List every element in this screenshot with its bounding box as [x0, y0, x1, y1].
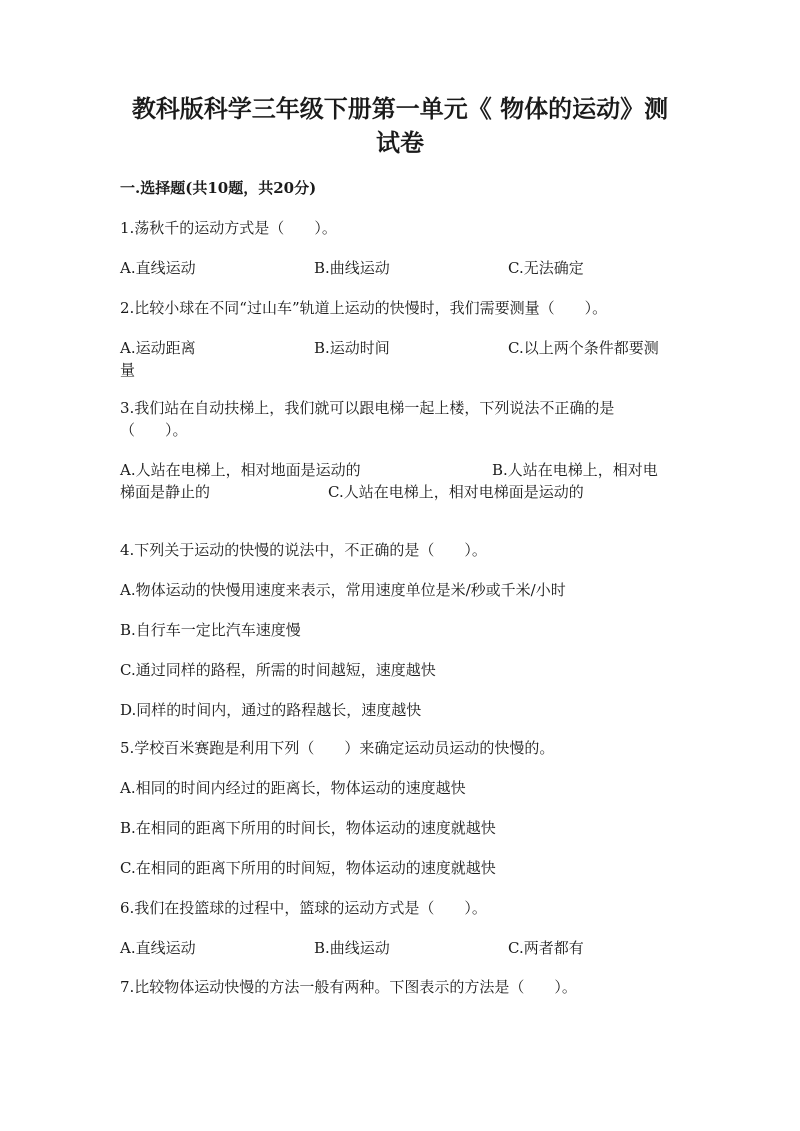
question-2-option-b: B.运动时间 [314, 339, 390, 357]
question-1-option-c: C.无法确定 [508, 259, 584, 277]
question-4-option-a: A.物体运动的快慢用速度来表示，常用速度单位是米/秒或千米/小时 [120, 581, 566, 599]
question-1-stem: 1.荡秋千的运动方式是（ ）。 [120, 219, 337, 237]
question-1-option-b: B.曲线运动 [314, 259, 390, 277]
title-line-1: 教科版科学三年级下册第一单元《 物体的运动》测 [131, 94, 669, 123]
question-3-stem-line-2: （ ）。 [120, 421, 188, 439]
question-5-stem: 5.学校百米赛跑是利用下列（ ）来确定运动员运动的快慢的。 [120, 739, 555, 757]
question-2-option-c: C.以上两个条件都要测 [508, 339, 659, 357]
title-line-2: 试卷 [376, 128, 424, 157]
question-5-option-a: A.相同的时间内经过的距离长，物体运动的速度越快 [120, 779, 466, 797]
question-4-stem: 4.下列关于运动的快慢的说法中，不正确的是（ ）。 [120, 541, 487, 559]
section-heading: 一.选择题(共10题，共20分) [120, 179, 317, 197]
question-3-option-c: C.人站在电梯上，相对电梯面是运动的 [328, 483, 584, 501]
question-3-stem-line-1: 3.我们站在自动扶梯上，我们就可以跟电梯一起上楼，下列说法不正确的是 [120, 399, 615, 417]
question-6-option-b: B.曲线运动 [314, 939, 390, 957]
question-1-option-a: A.直线运动 [120, 259, 196, 277]
question-4-option-c: C.通过同样的路程，所需的时间越短，速度越快 [120, 661, 436, 679]
question-7-stem: 7.比较物体运动快慢的方法一般有两种。下图表示的方法是（ ）。 [120, 978, 577, 996]
question-6-option-a: A.直线运动 [120, 939, 196, 957]
question-3-option-a: A.人站在电梯上，相对地面是运动的 [120, 461, 361, 479]
question-2-option-c-wrap: 量 [120, 361, 136, 379]
question-5-option-c: C.在相同的距离下所用的时间短，物体运动的速度就越快 [120, 859, 496, 877]
question-2-option-a: A.运动距离 [120, 339, 196, 357]
page-title [100, 92, 700, 160]
question-3-option-b-wrap: 梯面是静止的 [120, 483, 211, 501]
question-6-option-c: C.两者都有 [508, 939, 584, 957]
question-2-stem: 2.比较小球在不同“过山车”轨道上运动的快慢时，我们需要测量（ ）。 [120, 299, 608, 317]
question-6-stem: 6.我们在投篮球的过程中，篮球的运动方式是（ ）。 [120, 899, 487, 917]
question-3-option-b: B.人站在电梯上，相对电 [492, 461, 658, 479]
question-5-option-b: B.在相同的距离下所用的时间长，物体运动的速度就越快 [120, 819, 496, 837]
question-4-option-d: D.同样的时间内，通过的路程越长，速度越快 [120, 701, 422, 719]
question-4-option-b: B.自行车一定比汽车速度慢 [120, 621, 301, 639]
